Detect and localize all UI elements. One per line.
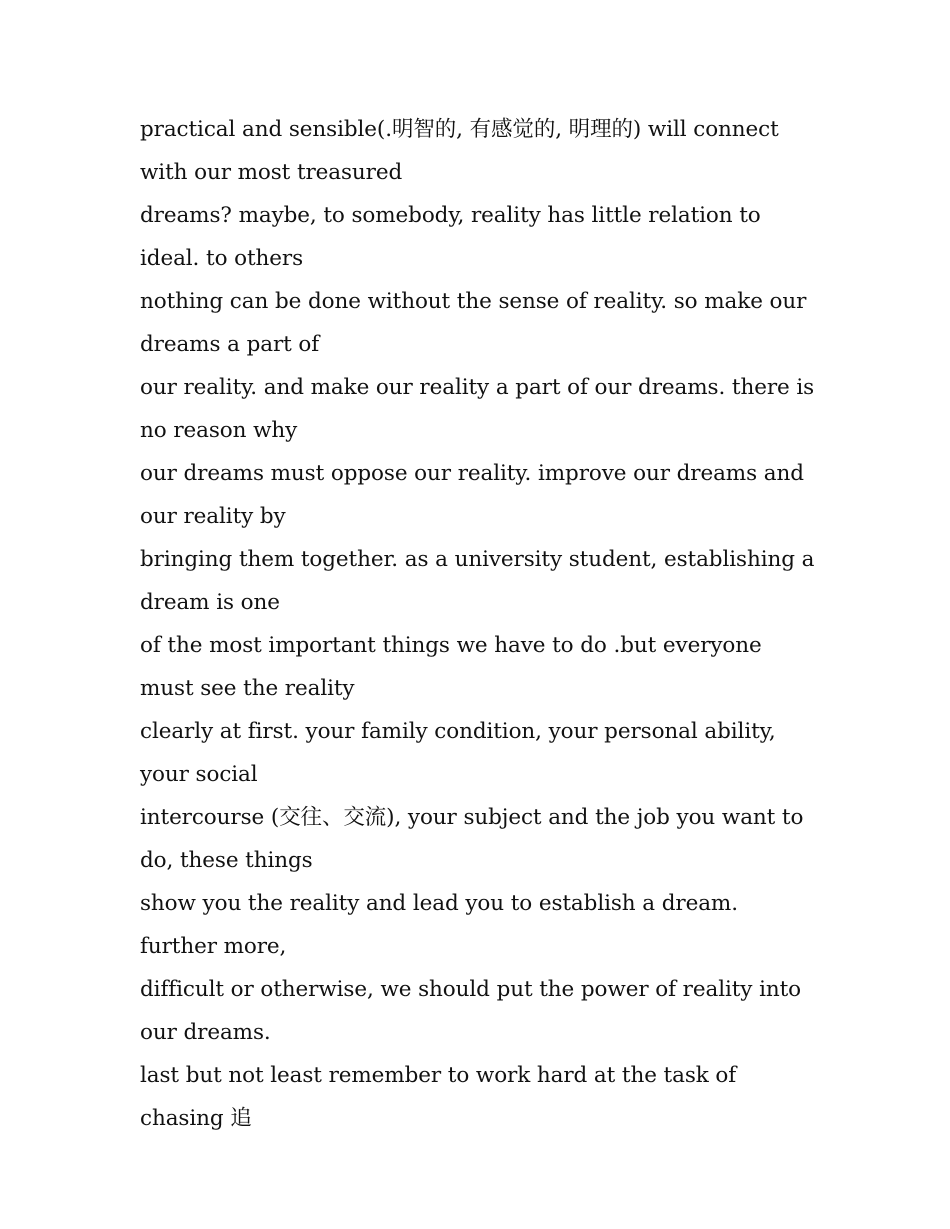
paragraph-5: our dreams must oppose our reality. improve our dreams and our reality by — [140, 461, 804, 529]
paragraph-4: our reality. and make our reality a part of our dreams. there is no reason why — [140, 375, 815, 443]
paragraph-9: intercourse (交往、交流), your subject and the job you want to do, these things — [140, 805, 804, 873]
paragraph-12: last but not least remember to work hard at the task of chasing 追 — [140, 1063, 737, 1131]
paragraph-1: practical and sensible(.明智的, 有感觉的, 明理的) will connect with our most treasured — [140, 117, 779, 185]
paragraph-6: bringing them together. as a university student, establishing a dream is one — [140, 547, 815, 615]
document-body — [140, 108, 820, 1140]
paragraph-8: clearly at first. your family condition, your personal ability, your social — [140, 719, 776, 787]
paragraph-7: of the most important things we have to do .but everyone must see the reality — [140, 633, 762, 701]
paragraph-10: show you the reality and lead you to establish a dream. further more, — [140, 891, 738, 959]
paragraph-3: nothing can be done without the sense of reality. so make our dreams a part of — [140, 289, 807, 357]
paragraph-11: difficult or otherwise, we should put the power of reality into our dreams. — [140, 977, 801, 1045]
paragraph-2: dreams? maybe, to somebody, reality has little relation to ideal. to others — [140, 203, 761, 271]
